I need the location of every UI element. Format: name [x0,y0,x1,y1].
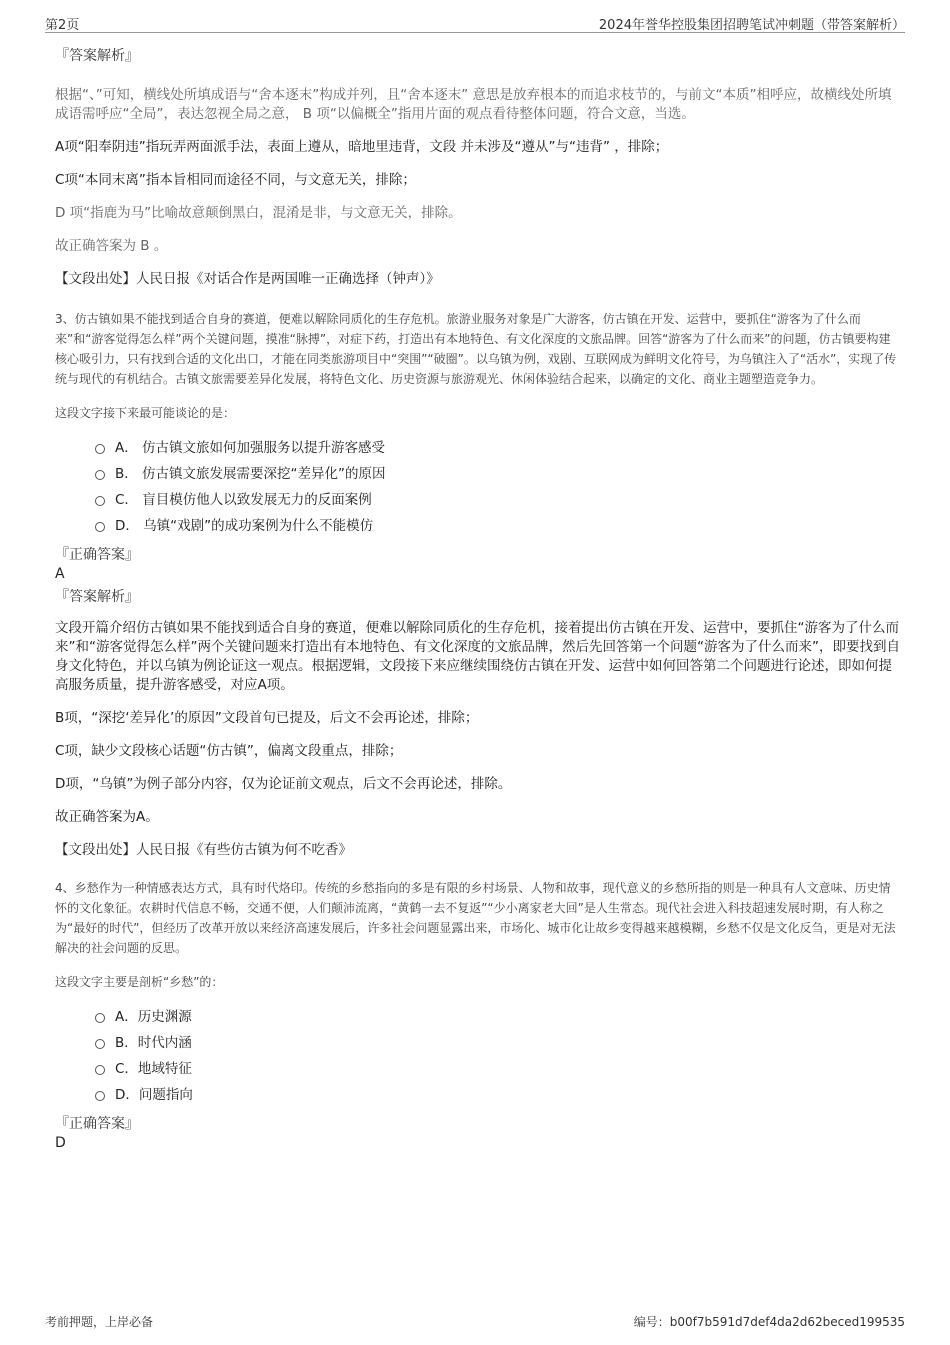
q2-conclusion: 故正确答案为 B 。 [55,238,168,254]
q2-analysis-para: 根据“、”可知，横线处所填成语与“舍本逐末”构成并列，且“舍本逐末” 意思是放弃根本的而追求枝节的，与前文“本质”相呼应，故横线处所填成语需呼应“全局”，表达忽视全局之意， B 项“以偏概全”指用片面的观点看待整体问题，符合文意，当选。 [55,87,892,122]
q3-analysis-line-b: B项，“深挖‘差异化’的原因”文段首句已提及，后文不会再论述，排除； [55,710,479,726]
page-number: 第2页 [45,18,80,33]
q3-stem: 3、仿古镇如果不能找到适合自身的赛道，便难以解除同质化的生存危机。旅游业服务对象是广大游客，仿古镇在开发、运营中，要抓住“游客为了什么而来”和“游客觉得怎么样”两个关键问题，摸准“脉搏”，对症下药，打造出有本地特色、有文化深度的文旅品牌。回答“游客为了什么而来”的问题，仿古镇要构建核心吸引力，只有找到合适的文化出口，才能在同类旅游项目中“突围”“破圈”。以乌镇为例，戏剧、互联网成为鲜明文化符号，为乌镇注入了“活水”，实现了传统与现代的有机结合。古镇文旅需要差异化发展，将特色文化、历史资源与旅游观光、休闲体验结合起来，以确定的文化、商业主题塑造竞争力。 [55,312,897,386]
footer-serial: 编号：b00f7b591d7def4da2d62beced199535 [633,1315,905,1329]
q3-analysis-line-c: C项，缺少文段核心话题“仿古镇”，偏离文段重点，排除； [55,743,403,759]
q2-analysis-line-d: D 项“指鹿为马”比喻故意颠倒黑白，混淆是非，与文意无关，排除。 [55,205,462,221]
option-label: C． 盲目模仿他人以致发展无力的反面案例 [115,492,372,508]
q4-option-d[interactable] [95,1082,900,1108]
q3-question: 这段文字接下来最可能谈论的是： [55,406,236,420]
q4-options [95,1004,900,1108]
page-footer [45,1313,905,1333]
q4-option-c[interactable] [95,1056,900,1082]
q3-option-a[interactable] [95,435,900,461]
radio-icon[interactable] [95,1039,105,1049]
q2-source: 【文段出处】人民日报《对话合作是两国唯一正确选择（钟声）》 [55,271,440,287]
q4-answer: D [55,1135,66,1151]
q4-stem: 4、乡愁作为一种情感表达方式，具有时代烙印。传统的乡愁指向的多是有限的乡村场景、人物和故事，现代意义的乡愁所指的则是一种具有人文意味、历史情怀的文化象征。农耕时代信息不畅，交通不便，人们颠沛流离，“黄鹤一去不复返”“少小离家老大回”是人生常态。现代社会进入科技超速发展时期，有人称之为“最好的时代”，但经历了改革开放以来经济高速发展后，许多社会问题显露出来，市场化、城市化让故乡变得越来越模糊，乡愁不仅是文化反刍，更是对无法解决的社会问题的反思。 [55,881,896,955]
q3-analysis: 文段开篇介绍仿古镇如果不能找到适合自身的赛道，便难以解除同质化的生存危机，接着提出仿古镇在开发、运营中，要抓住“游客为了什么而来”和“游客觉得怎么样”两个关键问题来打造出有本地特色、有文化深度的文旅品牌，然后先回答第一个问题“游客为了什么而来”，即要找到自身文化特色，并以乌镇为例论证这一观点。根据逻辑，文段接下来应继续围绕仿古镇在开发、运营中如何回答第二个问题进行论述，即如何提高服务质量，提升游客感受，对应A项。 [55,620,900,693]
q3-analysis-line-d: D项，“乌镇”为例子部分内容，仅为论证前文观点，后文不会再论述，排除。 [55,776,512,792]
radio-icon[interactable] [95,496,105,506]
radio-icon[interactable] [95,1013,105,1023]
option-label: D． 乌镇“戏剧”的成功案例为什么不能模仿 [115,518,374,534]
q3-option-c[interactable] [95,487,900,513]
q3-answer: A [55,566,65,582]
page-content [55,40,900,1152]
q3-conclusion: 故正确答案为A。 [55,809,159,825]
q3-source: 【文段出处】人民日报《有些仿古镇为何不吃香》 [55,842,352,858]
q4-option-b[interactable] [95,1030,900,1056]
option-label: C．地域特征 [115,1061,192,1077]
radio-icon[interactable] [95,1091,105,1101]
q2-analysis-label: 『答案解析』 [55,48,139,64]
q3-analysis-label: 『答案解析』 [55,589,139,605]
radio-icon[interactable] [95,522,105,532]
q4-question: 这段文字主要是剖析“乡愁”的： [55,975,224,989]
option-label: A． 仿古镇文旅如何加强服务以提升游客感受 [115,440,386,456]
q4-option-a[interactable] [95,1004,900,1030]
radio-icon[interactable] [95,470,105,480]
radio-icon[interactable] [95,444,105,454]
option-label: D．问题指向 [115,1087,193,1103]
q3-option-d[interactable] [95,513,900,539]
q3-option-b[interactable] [95,461,900,487]
q2-analysis-line-c: C项“本同末离”指本旨相同而途径不同，与文意无关，排除； [55,172,416,188]
option-label: A．历史渊源 [115,1009,192,1025]
footer-slogan: 考前押题，上岸必备 [45,1315,154,1329]
q2-analysis-line-a: A项“阳奉阴违”指玩弄两面派手法，表面上遵从，暗地里违背，文段 并未涉及“遵从”与“违背” ，排除； [55,139,669,155]
option-label: B．时代内涵 [115,1035,192,1051]
q3-options [95,435,900,539]
radio-icon[interactable] [95,1065,105,1075]
q4-answer-label: 『正确答案』 [55,1116,139,1132]
page-header [45,12,905,33]
q3-answer-label: 『正确答案』 [55,547,139,563]
option-label: B． 仿古镇文旅发展需要深挖“差异化”的原因 [115,466,386,482]
document-title: 2024年誉华控股集团招聘笔试冲刺题（带答案解析） [598,18,905,33]
